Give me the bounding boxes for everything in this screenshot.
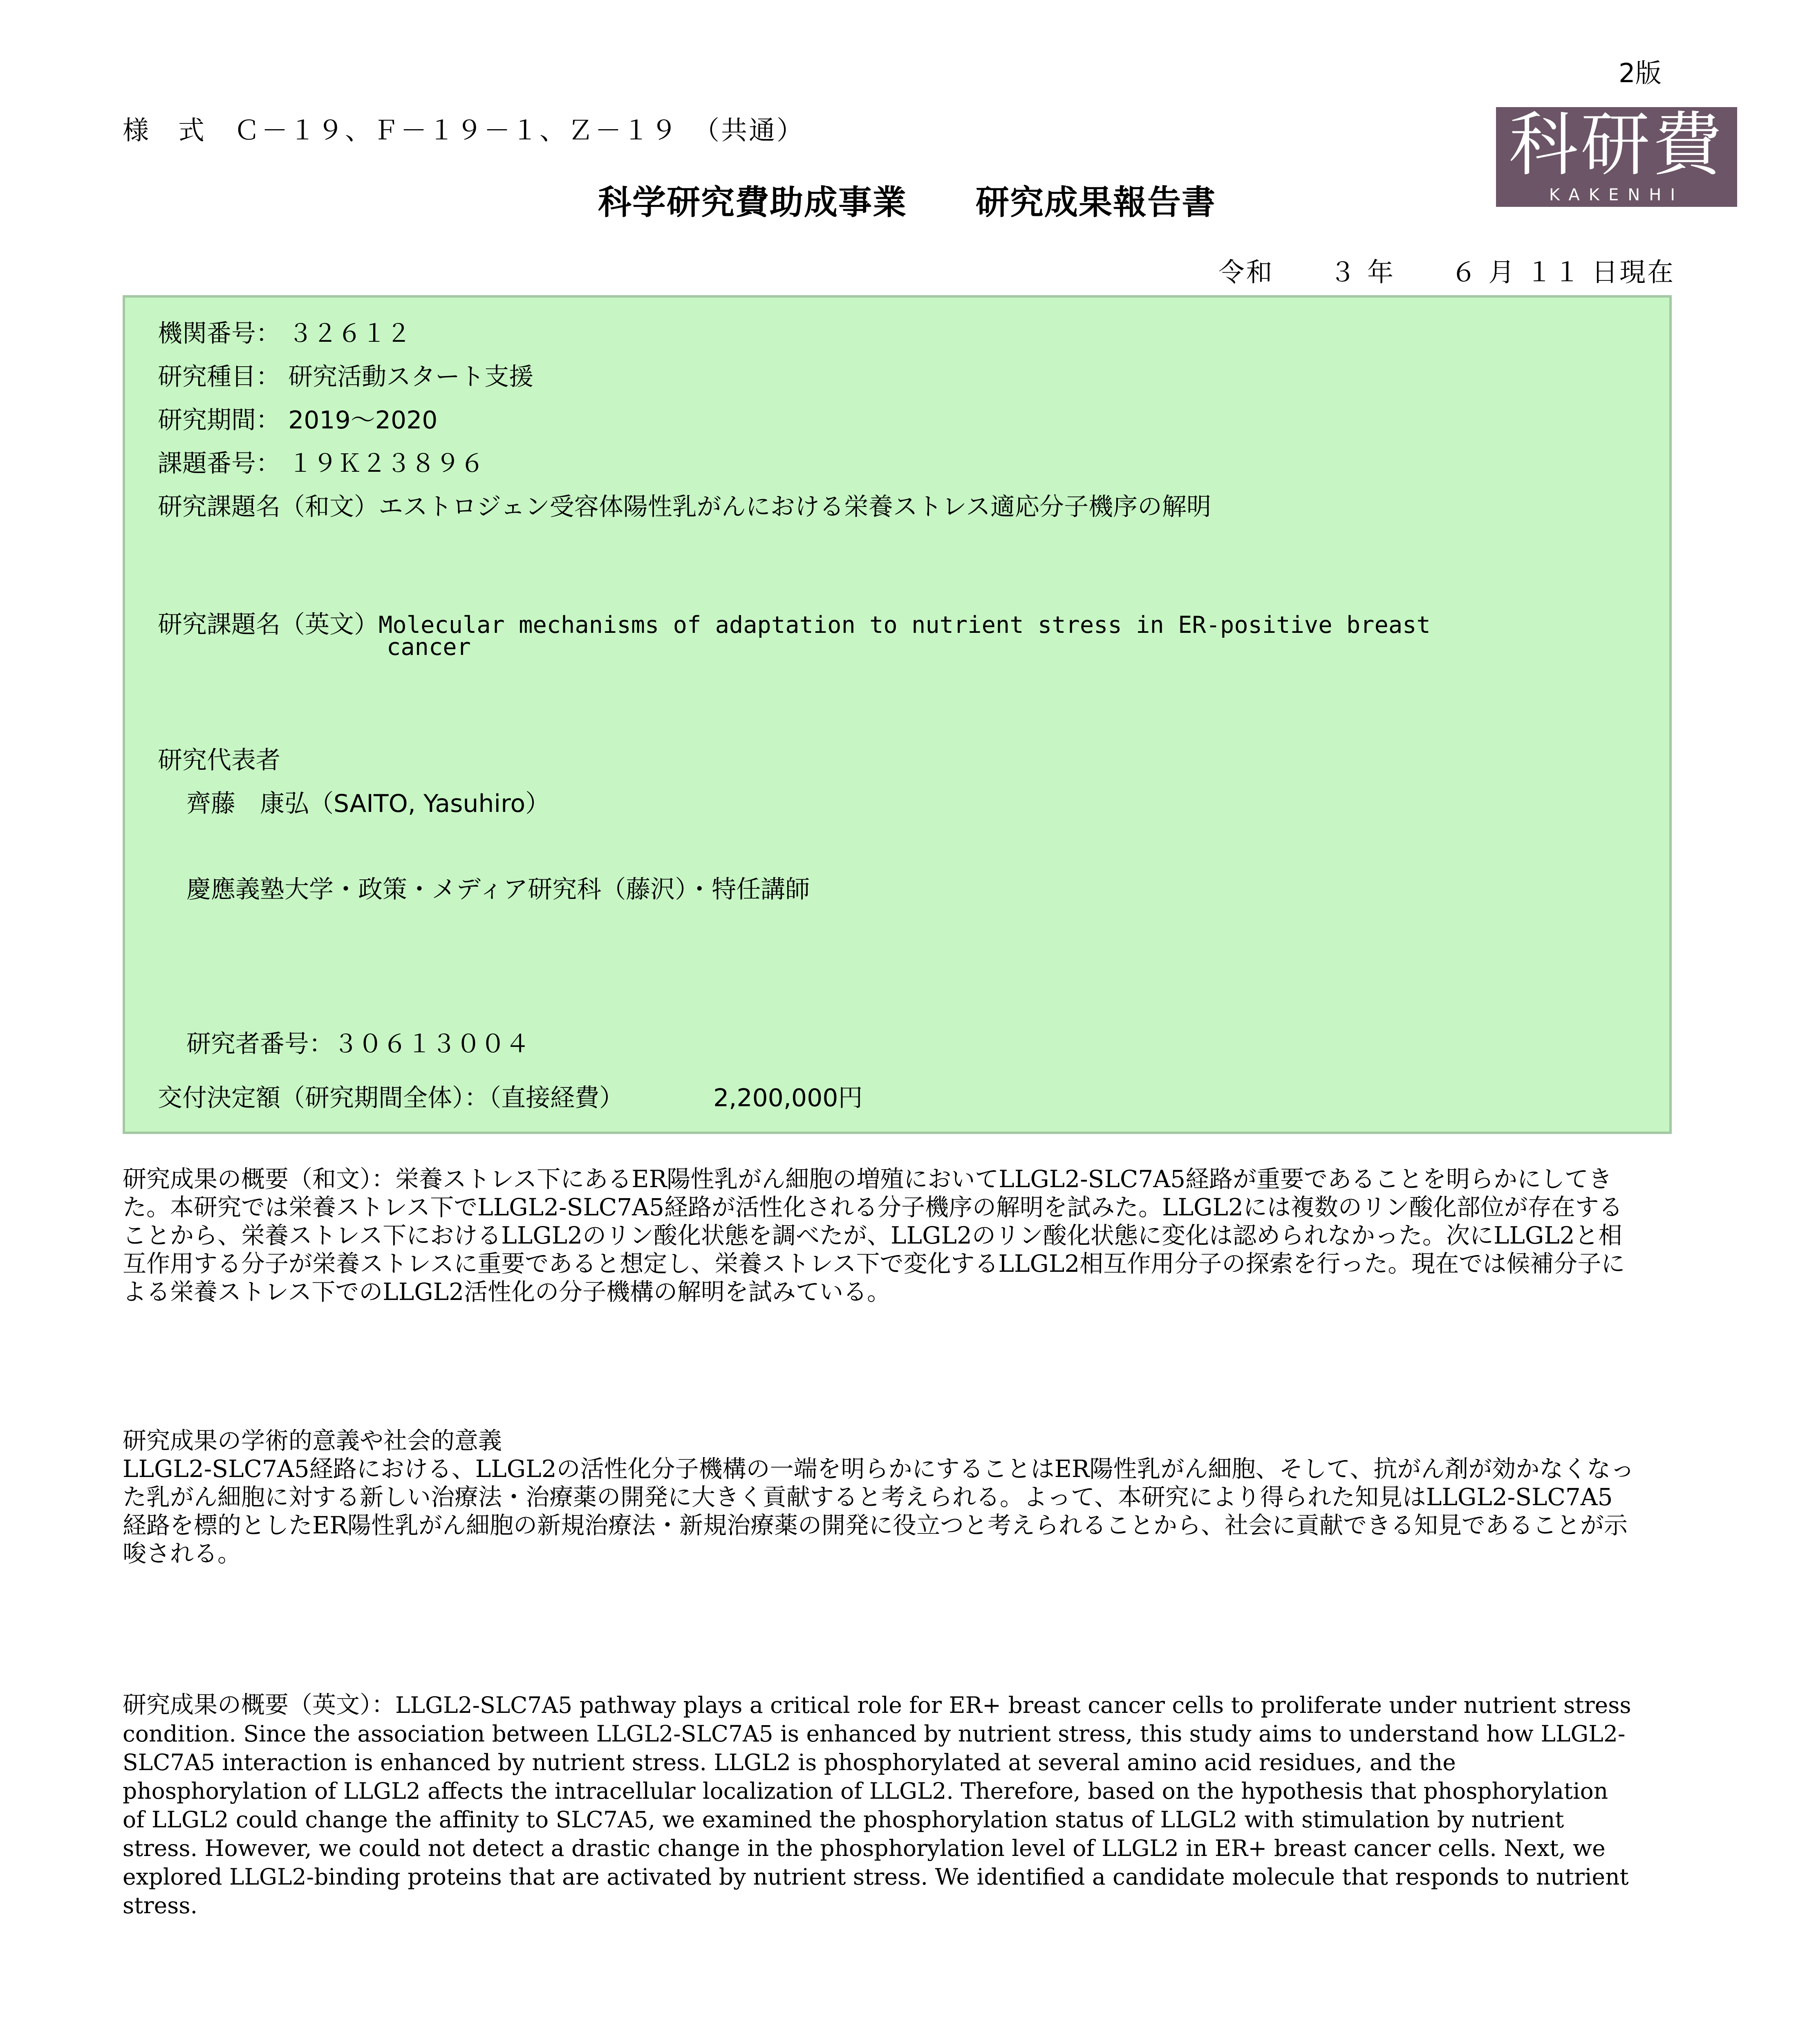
grant-amount-label: 交付決定額（研究期間全体）：（直接経費） — [158, 1084, 624, 1112]
title-ja-label: 研究課題名（和文） — [158, 493, 378, 521]
logo-kanji: 科研費 — [1508, 105, 1724, 186]
page-title: 科学研究費助成事業 研究成果報告書 — [598, 183, 1216, 222]
report-date: 令和 ３ 年 ６ 月 １１ 日現在 — [1218, 258, 1675, 288]
researcher-number-value: ３０６１３００４ — [334, 1030, 530, 1058]
institution-value: ３２６１２ — [288, 319, 411, 348]
summary-ja-text: 栄養ストレス下にあるER陽性乳がん細胞の増殖においてLLGL2-SLC7A5経路が重要であることを明らかにしてきた。本研究では栄養ストレス下でLLGL2-SLC7A5経路が活性化される分子機序の解明を試みた。LLGL2には複数のリン酸化部位が存在することから、栄養ストレス下におけるLLGL2のリン酸化状態を調べたが、LLGL2のリン酸化状態に変化は認められなかった。次にLLGL2と相互作用する分子が栄養ストレスに重要であると想定し、栄養ストレス下で変化するLLGL2相互作用分子の探索を行った。現在では候補分子による栄養ストレス下でのLLGL2活性化の分子機構の解明を試みている。 — [123, 1165, 1625, 1306]
research-type-row — [158, 357, 533, 392]
research-period-value: 2019～2020 — [288, 406, 438, 435]
summary-en-text: LLGL2-SLC7A5 pathway plays a critical role for ER+ breast cancer cells to proliferate under nutrient stress condition. Since the association between LLGL2-SLC7A5 is enhanced by nutrient stress, this study aims to understand how LLGL2-SLC7A5 interaction is enhanced by nutrient stress. LLGL2 is phosphorylated at several amino acid residues, and the phosphorylation of LLGL2 affects the intracellular localization of LLGL2. Therefore, based on the hypothesis that phosphorylation of LLGL2 could change the affinity to SLC7A5, we examined the phosphorylation status of LLGL2 with stimulation by nutrient stress. However, we could not detect a drastic change in the phosphorylation level of LLGL2 in ER+ breast cancer cells. Next, we explored LLGL2-binding proteins that are activated by nutrient stress. We identified a candidate molecule that responds to nutrient stress. — [123, 1692, 1631, 1918]
logo-subtext: KAKENHI — [1549, 186, 1684, 204]
research-type-value: 研究活動スタート支援 — [288, 363, 534, 391]
project-info-box — [123, 295, 1672, 1134]
project-number-label: 課題番号： — [158, 449, 280, 478]
project-number-row — [158, 444, 484, 479]
representative-name: 齊藤 康弘（SAITO, Yasuhiro） — [186, 789, 550, 818]
kakenhi-logo — [1496, 107, 1737, 207]
significance-text: LLGL2-SLC7A5経路における、LLGL2の活性化分子機構の一端を明らかにすることはER陽性乳がん細胞、そして、抗がん剤が効かなくなった乳がん細胞に対する新しい治療法・治療薬の開発に大きく貢献すると考えられる。よって、本研究により得られた知見はLLGL2-SLC7A5経路を標的としたER陽性乳がん細胞の新規治療法・新規治療薬の開発に役立つと考えられることから、社会に貢献できる知見であることが示唆される。 — [123, 1455, 1635, 1567]
research-period-label: 研究期間： — [158, 406, 280, 435]
title-ja-value: エストロジェン受容体陽性乳がんにおける栄養ストレス適応分子機序の解明 — [378, 493, 1211, 521]
grant-amount-value: 2,200,000円 — [713, 1084, 863, 1112]
title-en-line1: Molecular mechanisms of adaptation to nutrient stress in ER-positive breast — [378, 612, 1431, 639]
title-ja-row — [158, 487, 1211, 522]
summary-ja — [123, 1165, 1635, 1306]
title-en-line2: cancer — [387, 634, 471, 661]
summary-ja-label: 研究成果の概要（和文）： — [123, 1165, 396, 1193]
form-number: 様 式 Ｃ－１９、Ｆ－１９－１、Ｚ－１９ （共通） — [123, 116, 804, 146]
researcher-number-row — [186, 1024, 530, 1060]
representative-label: 研究代表者 — [158, 746, 280, 775]
significance-label: 研究成果の学術的意義や社会的意義 — [123, 1427, 502, 1455]
title-en-row — [158, 605, 1431, 640]
research-type-label: 研究種目： — [158, 363, 280, 391]
project-number-value: １９Ｋ２３８９６ — [288, 449, 485, 478]
institution-label: 機関番号： — [158, 319, 280, 348]
representative-affiliation: 慶應義塾大学・政策・メディア研究科（藤沢）・特任講師 — [186, 875, 810, 904]
grant-amount-row — [158, 1078, 862, 1114]
version-label: 2版 — [1619, 58, 1662, 89]
significance-section — [123, 1427, 1635, 1568]
title-en-label: 研究課題名（英文） — [158, 610, 378, 639]
institution-row — [158, 314, 411, 349]
research-period-row — [158, 401, 437, 436]
summary-en-label: 研究成果の概要（英文）： — [123, 1691, 396, 1719]
researcher-number-label: 研究者番号： — [186, 1030, 334, 1058]
summary-en — [123, 1691, 1635, 1920]
